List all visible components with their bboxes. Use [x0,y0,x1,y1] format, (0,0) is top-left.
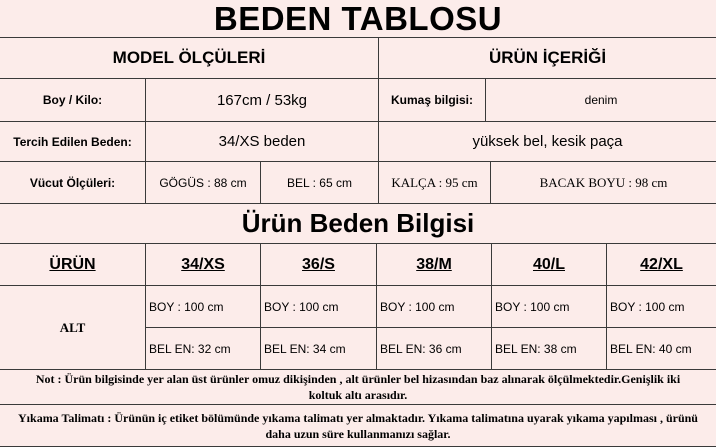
hip-measurement: KALÇA : 95 cm [391,174,478,190]
size-header: 40/L [532,255,565,273]
size-header: 38/M [416,255,452,273]
waist-width-value: BEL EN: 32 cm [149,341,231,356]
size-header: 36/S [302,255,335,273]
fabric-value: denim [584,93,618,107]
preferred-size-value: 34/XS beden [218,133,306,150]
inseam-measurement: BACAK BOYU : 98 cm [539,174,668,190]
body-measurements-label: Vücut Ölçüleri: [29,175,116,190]
length-value: BOY : 100 cm [380,299,455,314]
length-value: BOY : 100 cm [610,299,685,314]
waist-width-value: BEL EN: 40 cm [610,341,692,356]
size-header: 34/XS [181,255,225,273]
model-measurements-header: MODEL ÖLÇÜLERİ [112,48,266,67]
fabric-label: Kumaş bilgisi: [390,93,473,107]
product-column-header: ÜRÜN [49,255,96,273]
chest-measurement: GÖGÜS : 88 cm [159,175,247,190]
product-content-header: ÜRÜN İÇERİĞİ [488,48,607,67]
product-features: yüksek bel, kesik paça [472,133,623,150]
product-name: ALT [59,319,86,335]
measurement-note: Not : Ürün bilgisinde yer alan üst ürünler omuz dikişinden , alt ürünler bel hizasından baz alınarak ölçülmektedir.Genişlik iki koltuk altı arasıdır. [35,372,681,402]
waist-measurement: BEL : 65 cm [287,175,352,190]
waist-width-value: BEL EN: 36 cm [380,341,462,356]
waist-width-value: BEL EN: 38 cm [495,341,577,356]
page-title: BEDEN TABLOSU [213,0,503,37]
length-value: BOY : 100 cm [264,299,339,314]
washing-instructions: Yıkama Talimatı : Ürünün iç etiket bölümünde yıkama talimatı yer almaktadır. Yıkama talimatına uyarak yıkama yapılması , ürünü daha uzun süre kullanmanızı sağlar. [18,410,698,441]
preferred-size-label: Tercih Edilen Beden: [13,134,132,149]
waist-width-value: BEL EN: 34 cm [264,341,346,356]
height-weight-label: Boy / Kilo: [42,93,103,107]
height-weight-value: 167cm / 53kg [216,91,308,109]
size-table-title: Ürün Beden Bilgisi [241,208,475,238]
length-value: BOY : 100 cm [495,299,570,314]
size-header: 42/XL [640,255,683,273]
length-value: BOY : 100 cm [149,299,224,314]
